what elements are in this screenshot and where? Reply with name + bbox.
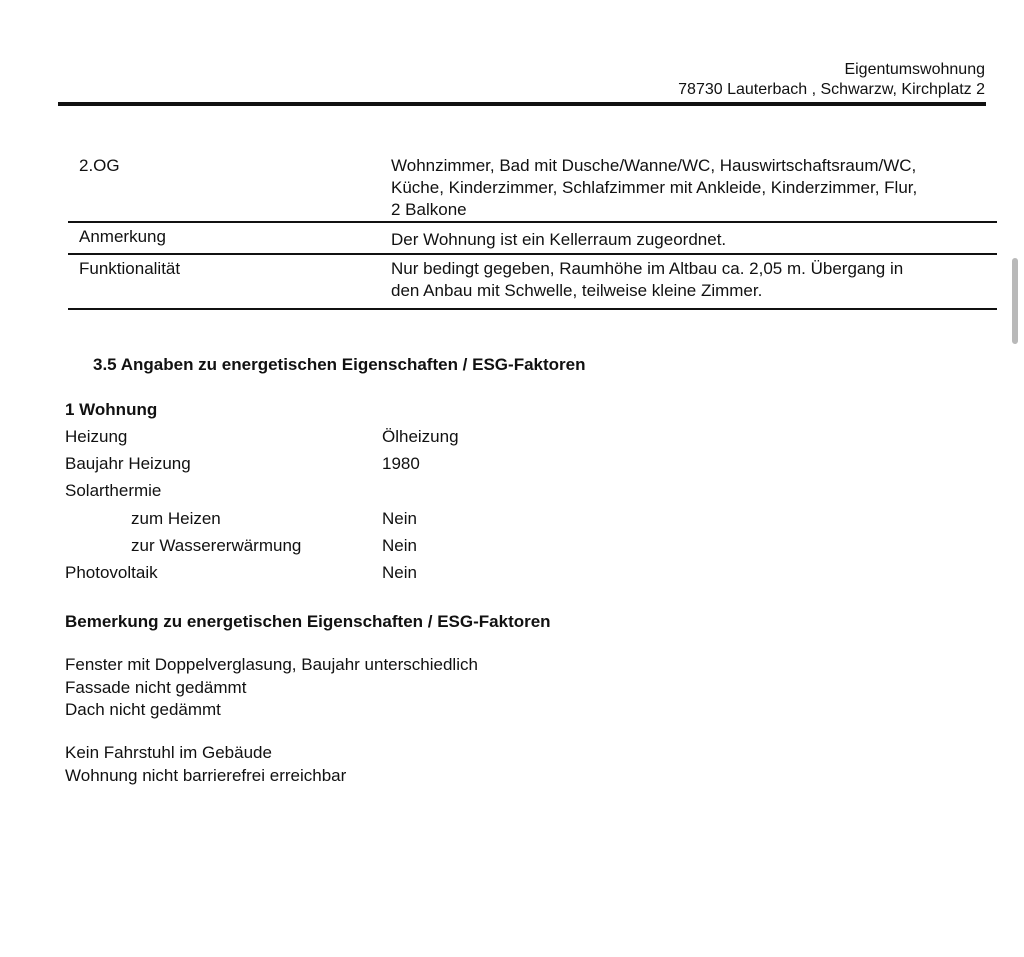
header-document-type: Eigentumswohnung <box>844 61 985 78</box>
list-item <box>65 562 665 589</box>
list-item <box>65 426 665 453</box>
table-value-line: Nur bedingt gegeben, Raumhöhe im Altbau ca. 2,05 m. Übergang in <box>391 259 904 278</box>
list-item <box>65 453 665 480</box>
remark-line: Kein Fahrstuhl im Gebäude <box>65 743 272 762</box>
energy-properties-list <box>65 426 665 589</box>
property-value: Nein <box>382 508 417 528</box>
header-rule <box>58 102 986 106</box>
property-value: Nein <box>382 562 417 582</box>
table-value-line: Der Wohnung ist ein Kellerraum zugeordnet. <box>391 230 727 249</box>
header-address: 78730 Lauterbach , Schwarzw, Kirchplatz 2 <box>678 81 985 98</box>
remark-line: Fassade nicht gedämmt <box>65 677 247 697</box>
property-value: 1980 <box>382 454 420 474</box>
page-header <box>678 60 985 100</box>
property-label: Solarthermie <box>65 481 162 501</box>
list-item <box>65 508 665 535</box>
remark-line: Wohnung nicht barrierefrei erreichbar <box>65 765 347 785</box>
property-label: zur Wassererwärmung <box>131 535 302 555</box>
table-row-label: Anmerkung <box>68 222 391 254</box>
section-title: 3.5 Angaben zu energetischen Eigenschaften / ESG-Faktoren <box>93 355 586 374</box>
table-value-line: Wohnzimmer, Bad mit Dusche/Wanne/WC, Hauswirtschaftsraum/WC, <box>391 156 917 175</box>
remark-line: Dach nicht gedämmt <box>65 700 221 719</box>
rooms-table <box>68 155 997 310</box>
remarks-block <box>65 742 346 787</box>
table-value-line: den Anbau mit Schwelle, teilweise kleine Zimmer. <box>391 281 763 300</box>
table-row-label: Funktionalität <box>68 254 391 309</box>
remarks-block <box>65 654 478 722</box>
remarks-heading: Bemerkung zu energetischen Eigenschaften / ESG-Faktoren <box>65 612 551 631</box>
property-label: Baujahr Heizung <box>65 454 191 474</box>
table-row-value <box>391 222 997 254</box>
table-value-line: 2 Balkone <box>391 200 467 219</box>
table-row <box>68 222 997 254</box>
property-value: Nein <box>382 535 417 555</box>
table-row-label: 2.OG <box>79 156 120 175</box>
property-label: zum Heizen <box>131 508 221 528</box>
sub-heading: 1 Wohnung <box>65 400 158 419</box>
table-row <box>68 155 997 222</box>
property-value: Ölheizung <box>382 427 459 446</box>
remark-line: Fenster mit Doppelverglasung, Baujahr unterschiedlich <box>65 655 478 674</box>
list-item <box>65 535 665 562</box>
property-label: Photovoltaik <box>65 562 158 582</box>
table-row-value <box>391 155 997 222</box>
table-value-line: Küche, Kinderzimmer, Schlafzimmer mit Ankleide, Kinderzimmer, Flur, <box>391 178 918 197</box>
property-label: Heizung <box>65 427 128 446</box>
vertical-scrollbar[interactable] <box>1012 258 1018 344</box>
table-row-value <box>391 254 997 309</box>
list-item <box>65 480 665 507</box>
table-row <box>68 254 997 309</box>
